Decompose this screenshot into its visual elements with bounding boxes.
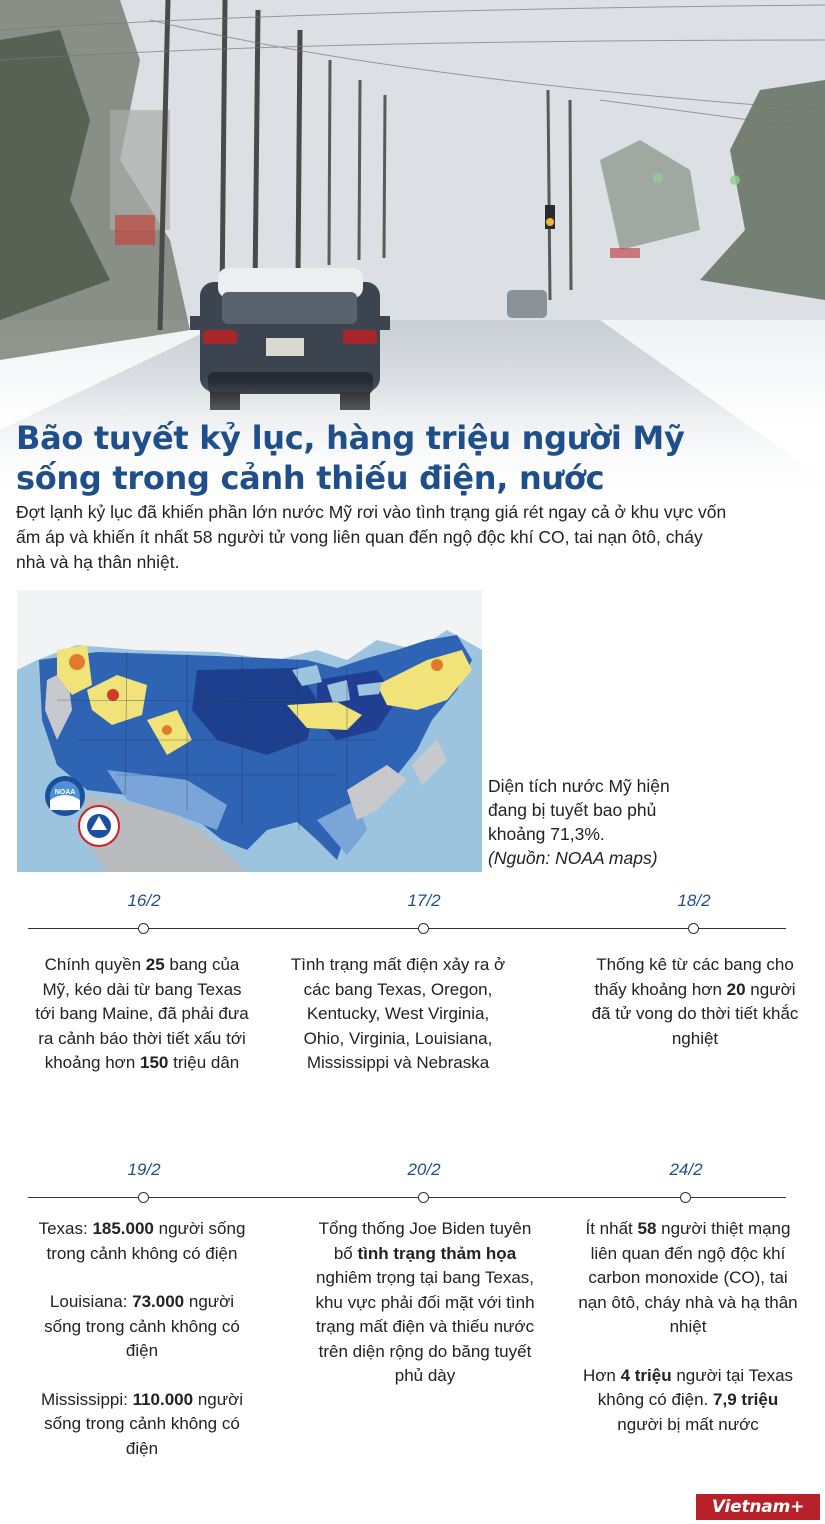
timeline-event-24-2-deaths: Ít nhất 58 người thiệt mạng liên quan đến ngộ độc khí carbon monoxide (CO), tai nạn ôtô, cháy nhà và hạ thân nhiệt — [578, 1219, 798, 1336]
timeline-dot — [680, 1192, 691, 1203]
timeline-date-20-2: 20/2 — [407, 1160, 441, 1179]
timeline-event-24-2 — [578, 1217, 798, 1437]
timeline-event-18-2: Thống kê từ các bang cho thấy khoảng hơn 20 người đã tử vong do thời tiết khắc nghiệt — [591, 955, 799, 1048]
timeline-date-16-2: 16/2 — [127, 891, 161, 910]
timeline-dot — [138, 1192, 149, 1203]
timeline-date-17-2: 17/2 — [407, 891, 441, 910]
timeline-date-19-2: 19/2 — [127, 1160, 161, 1179]
timeline-dot — [418, 1192, 429, 1203]
timeline-event-19-2 — [32, 1217, 252, 1461]
map-caption-line-1: Diện tích nước Mỹ hiện — [488, 776, 670, 796]
headline-line-2: sống trong cảnh thiếu điện, nước — [16, 459, 605, 497]
map-source: (Nguồn: NOAA maps) — [488, 848, 658, 868]
timeline-dot — [688, 923, 699, 934]
timeline-event-19-2-mississippi: Mississippi: 110.000 người sống trong cảnh không có điện — [40, 1389, 244, 1458]
timeline-event-19-2-texas: Texas: 185.000 người sống trong cảnh không có điện — [38, 1219, 246, 1263]
timeline-date-18-2: 18/2 — [677, 891, 711, 910]
timeline-event-19-2-louisiana: Louisiana: 73.000 người sống trong cảnh không có điện — [44, 1292, 240, 1360]
map-caption — [488, 774, 788, 870]
map-caption-line-2: đang bị tuyết bao phủ — [488, 800, 657, 820]
timeline-dot — [138, 923, 149, 934]
snow-cover-map — [17, 590, 482, 872]
lede-paragraph: Đợt lạnh kỷ lục đã khiến phần lớn nước Mỹ rơi vào tình trạng giá rét ngay cả ở khu vực vốn ấm áp và khiến ít nhất 58 người tử vong liên quan đến ngộ độc khí CO, tai nạn ôtô, cháy nhà và hạ thân nhiệt. — [16, 502, 727, 572]
noaa-logo — [45, 776, 85, 816]
us-snow-map — [17, 590, 482, 872]
noaa-logo-text: NOAA — [54, 789, 76, 796]
map-caption-line-3: khoảng 71,3%. — [488, 824, 605, 844]
vietnamplus-logo: Vietnam+ — [696, 1494, 820, 1520]
headline — [16, 418, 776, 498]
timeline-date-24-2: 24/2 — [669, 1160, 703, 1179]
timeline-dot — [418, 923, 429, 934]
nws-logo — [79, 806, 119, 846]
headline-line-1: Bão tuyết kỷ lục, hàng triệu người Mỹ — [16, 419, 685, 457]
timeline-event-24-2-outages: Hơn 4 triệu người tại Texas không có điện. 7,9 triệu người bị mất nước — [582, 1365, 794, 1434]
timeline-event-16-2: Chính quyền 25 bang của Mỹ, kéo dài từ bang Texas tới bang Maine, đã phải đưa ra cảnh báo thời tiết xấu tới khoảng hơn 150 triệu dân — [35, 955, 249, 1072]
timeline-event-17-2: Tình trạng mất điện xảy ra ở các bang Texas, Oregon, Kentucky, West Virginia, Ohio, Virginia, Louisiana, Mississippi và Nebraska — [290, 955, 506, 1072]
timeline-event-20-2: Tổng thống Joe Biden tuyên bố tình trạng thảm họa nghiêm trọng tại bang Texas, khu vực phải đối mặt với tình trạng mất điện và thiếu nước trên diện rộng do băng tuyết phủ dày — [315, 1219, 535, 1385]
